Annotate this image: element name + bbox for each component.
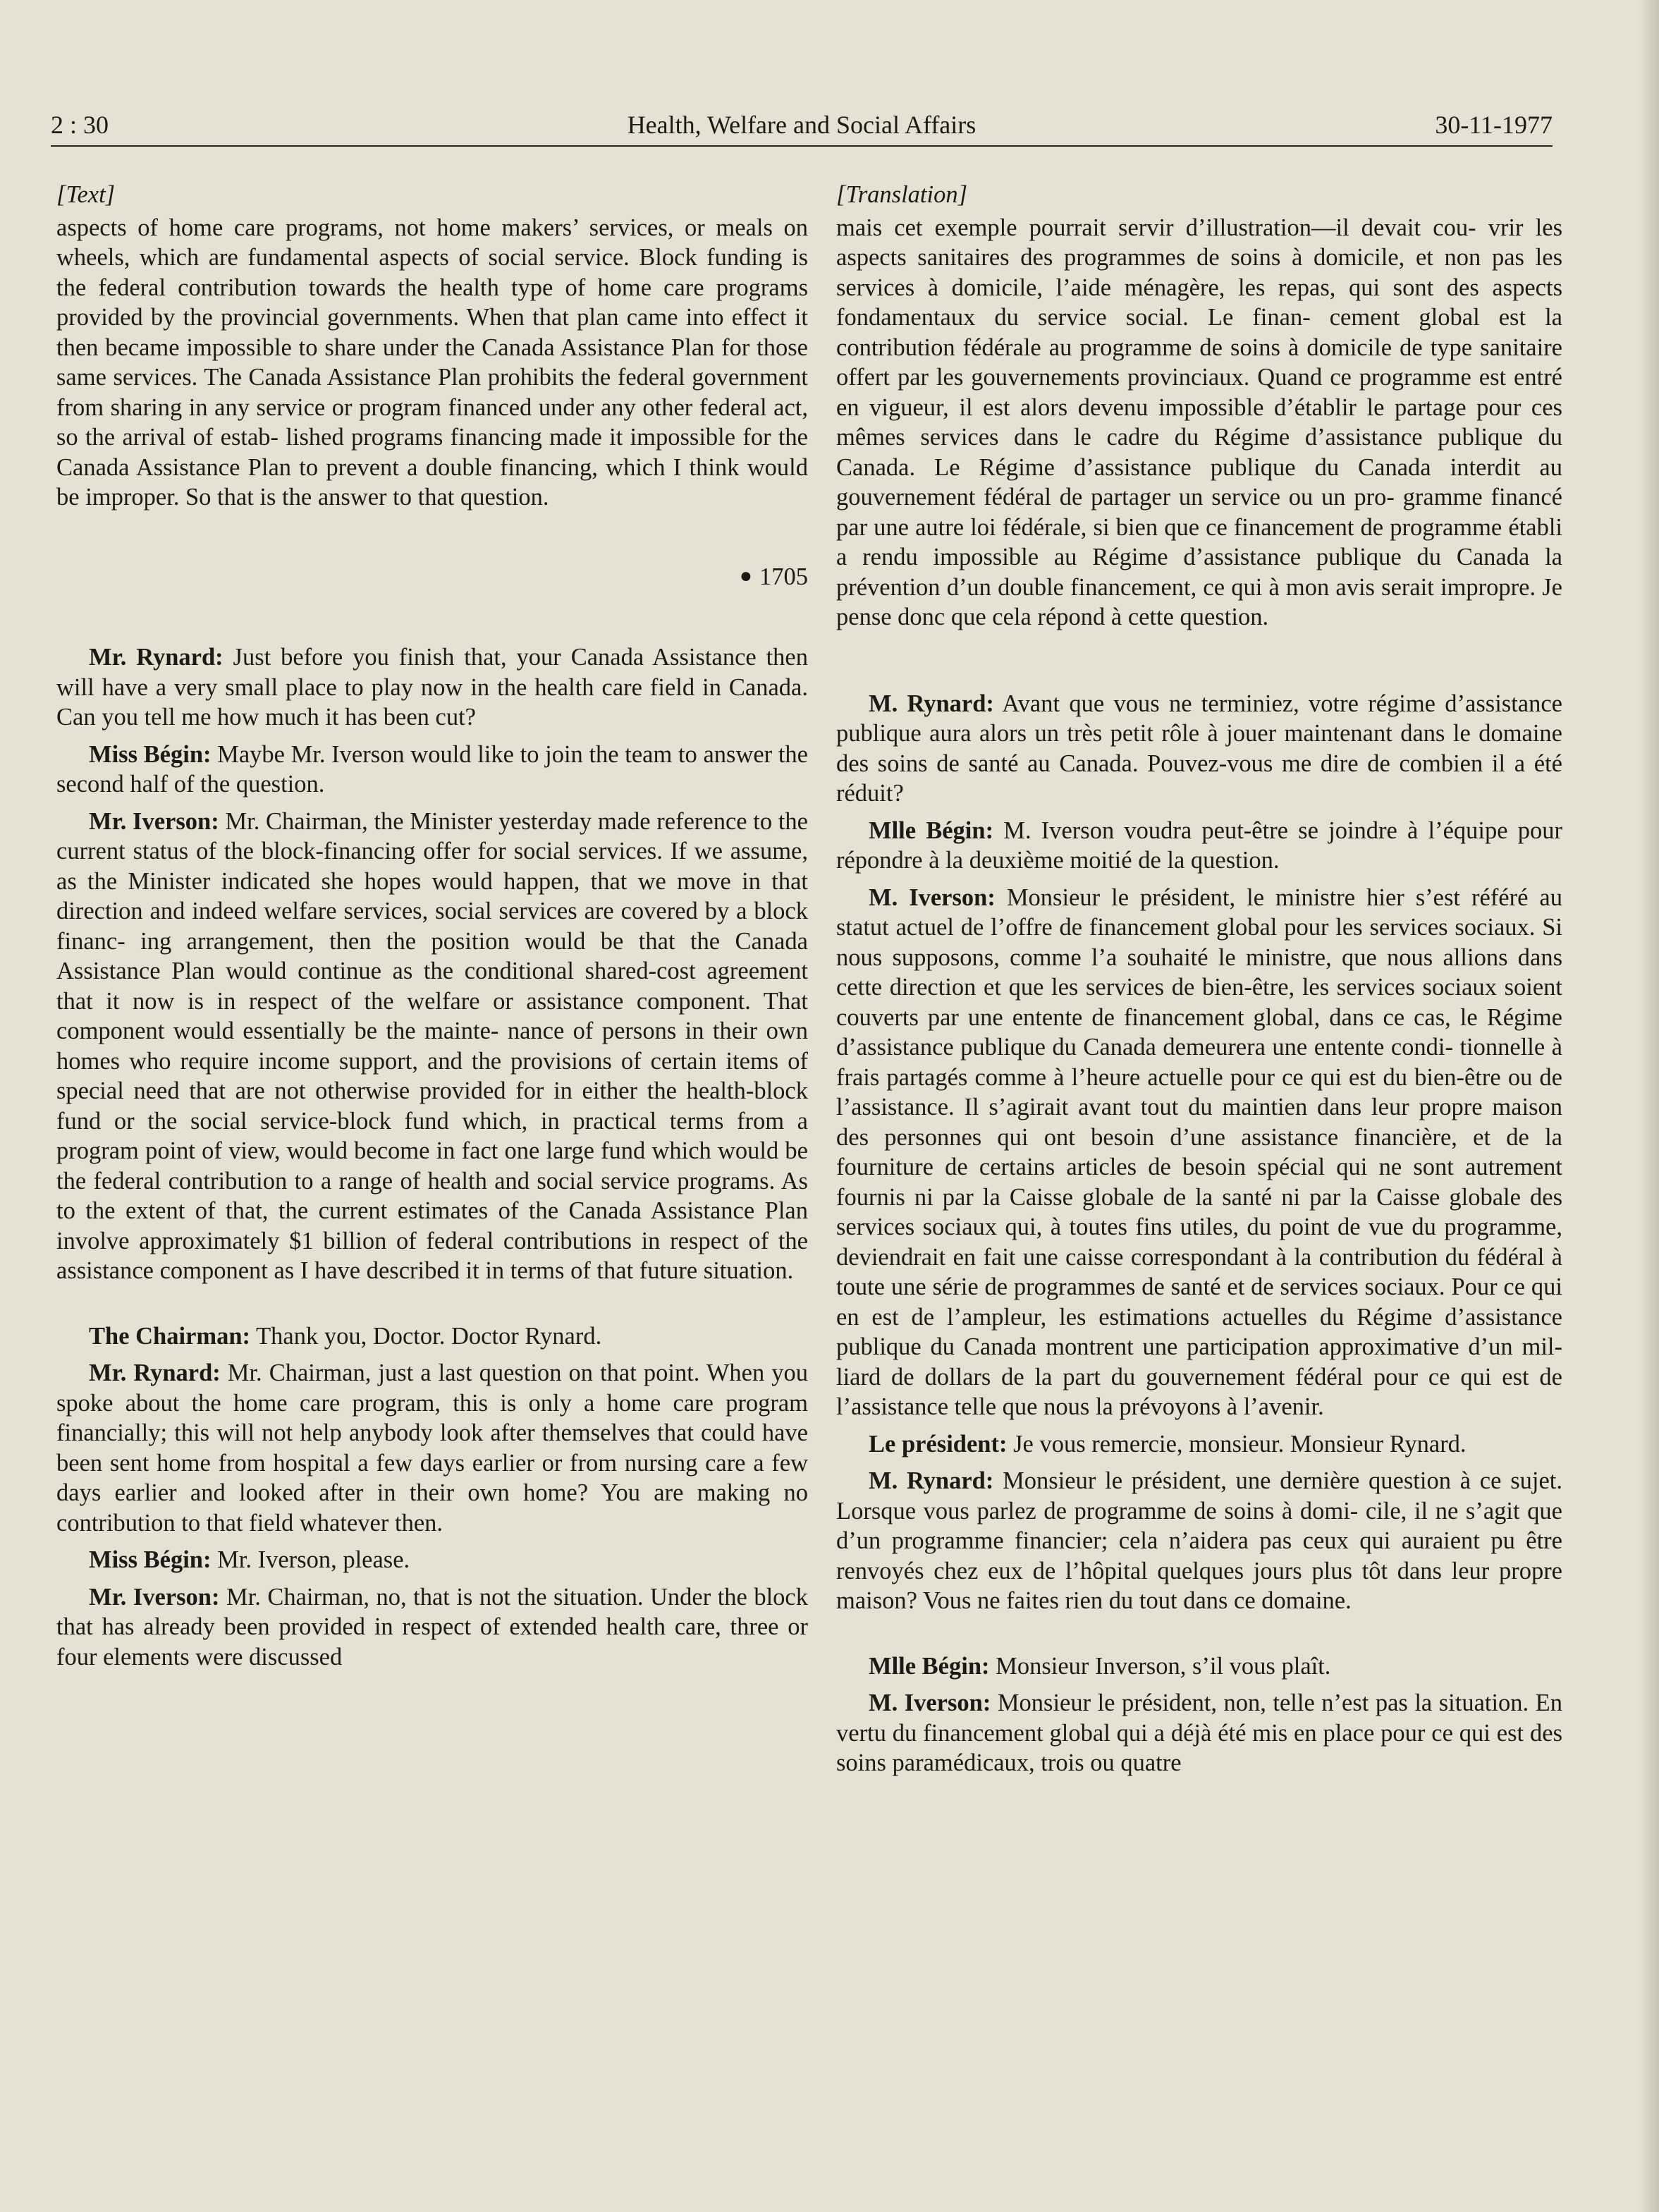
- speaker-name: Miss Bégin:: [89, 740, 212, 768]
- speaker-name: The Chairman:: [89, 1322, 251, 1350]
- speaker-name: M. Iverson:: [869, 884, 996, 911]
- speech: Mr. Iverson: Mr. Chairman, no, that is not the situation. Under the block that has already been provided in respect of extended health care, three or four elements were discussed: [56, 1583, 808, 1670]
- header-date: 30-11-1977: [1435, 111, 1553, 139]
- column-label: [Translation]: [836, 181, 968, 208]
- page-number: 2 : 30: [51, 111, 109, 139]
- speaker-name: Mr. Rynard:: [89, 644, 224, 671]
- speech: The Chairman: Thank you, Doctor. Doctor Rynard.: [89, 1322, 602, 1350]
- page-edge-shadow: [1638, 0, 1659, 2212]
- speaker-name: M. Iverson:: [869, 1689, 991, 1716]
- speaker-name: M. Rynard:: [869, 690, 994, 717]
- speaker-name: Miss Bégin:: [89, 1546, 212, 1573]
- speech: Mr. Rynard: Mr. Chairman, just a last question on that point. When you spoke about the home care program, this is only a home care program financially; this will not help anybody look after themselves that could have been sent home from hospital a few days earlier or from nursing care a few days earlier and looked after in their own home? You are making no contribution to that field whatever then.: [56, 1359, 808, 1536]
- speaker-name: Le président:: [869, 1430, 1008, 1458]
- speech: Mr. Iverson: Mr. Chairman, the Minister yesterday made reference to the current status of the block-financing offer for social services. If we assume, as the Minister indicated she hopes would happen, that we move in that direction and indeed welfare services, social services are covered by a block financ- ing arrangement, then the position would be that the Canada Assistance Plan would continue as the conditional shared-cost agreement that it now is in respect of the welfare or assistance component. That component would essentially be the mainte- nance of persons in their own homes who require income support, and the provisions of certain items of special need that are not otherwise provided for in either the health-block fund or the social service-block fund which, in practical terms from a program point of view, would become in fact one large fund which would be the federal contribution to a range of health and social service programs. As to the extent of that, the current estimates of the Canada Assistance Plan involve approximately $1 billion of federal contributions in respect of the assistance component as I have described it in terms of that future situation.: [56, 807, 808, 1284]
- speech: Miss Bégin: Mr. Iverson, please.: [89, 1546, 410, 1573]
- speech: M. Rynard: Avant que vous ne terminiez, votre régime d’assistance publique aura alors un très petit rôle à jouer maintenant dans le domaine des soins de santé au Canada. Pouvez-vous me dire de combien il a été réduit?: [836, 690, 1562, 807]
- speech: Le président: Je vous remercie, monsieur. Monsieur Rynard.: [869, 1430, 1467, 1458]
- header-rule: [51, 145, 1553, 147]
- time-marker: ● 1705: [739, 563, 808, 590]
- french-column: [836, 180, 1562, 1785]
- speaker-name: Mlle Bégin:: [869, 1652, 990, 1680]
- paragraph: mais cet exemple pourrait servir d’illustration—il devait cou- vrir les aspects sanitaires des programmes de soins à domicile, et non pas les services à domicile, l’aide ménagère, les repas, qui sont des aspects fondamentaux du service social. Le finan- cement global est la contribution fédérale au programme de soins à domicile de type sanitaire offert par les gouvernements provinciaux. Quand ce programme est entré en vigueur, il est alors devenu impossible d’établir le partage pour ces mêmes services dans le cadre du Régime d’assistance publique du Canada. Le Régime d’assistance publique du Canada interdit au gouvernement fédéral de partager un service ou un pro- gramme financé par une autre loi fédérale, si bien que ce financement de programme établi a rendu impossible au Régime d’assistance publique du Canada la prévention d’un double financement, ce qui à mon avis serait impropre. Je pense donc que cela répond à cette question.: [836, 214, 1562, 630]
- speech: Mlle Bégin: Monsieur Inverson, s’il vous plaît.: [869, 1652, 1331, 1680]
- english-column: [56, 180, 808, 1679]
- speaker-name: Mlle Bégin:: [869, 817, 994, 844]
- speaker-name: M. Rynard:: [869, 1467, 994, 1494]
- paragraph: aspects of home care programs, not home makers’ services, or meals on wheels, which are fundamental aspects of social service. Block funding is the federal contribution towards the health type of home care programs provided by the provincial governments. When that plan came into effect it then became impossible to share under the Canada Assistance Plan for those same services. The Canada Assistance Plan prohibits the federal government from sharing in any service or program financed under any other federal act, so the arrival of estab- lished programs financing made it impossible for the Canada Assistance Plan to prevent a double financing, which I think would be improper. So that is the answer to that question.: [56, 214, 808, 511]
- speech: Miss Bégin: Maybe Mr. Iverson would like to join the team to answer the second half of the question.: [56, 740, 808, 798]
- speech: M. Iverson: Monsieur le président, non, telle n’est pas la situation. En vertu du financement global qui a déjà été mis en place pour ce qui est des soins paramédicaux, trois ou quatre: [836, 1689, 1562, 1776]
- column-label: [Text]: [56, 181, 116, 208]
- page-header: [51, 106, 1553, 147]
- speaker-name: Mr. Iverson:: [89, 1583, 220, 1611]
- running-title: Health, Welfare and Social Affairs: [627, 111, 977, 139]
- speaker-name: Mr. Rynard:: [89, 1359, 221, 1386]
- bullet-icon: ●: [739, 563, 752, 587]
- speech: Mr. Rynard: Just before you finish that, your Canada Assistance then will have a very small place to play now in the health care field in Canada. Can you tell me how much it has been cut?: [56, 644, 808, 731]
- speech: M. Rynard: Monsieur le président, une dernière question à ce sujet. Lorsque vous parlez de programme de soins à domi- cile, il ne s’agit que d’un programme financier; cela n’aidera pas ceux qui auraient pu être renvoyés chez eux de l’hôpital quelques jours plus tôt dans leur propre maison? Vous ne faites rien du tout dans ce domaine.: [836, 1467, 1562, 1614]
- speech: Mlle Bégin: M. Iverson voudra peut-être se joindre à l’équipe pour répondre à la deuxième moitié de la question.: [836, 817, 1562, 874]
- speaker-name: Mr. Iverson:: [89, 807, 219, 835]
- speech: M. Iverson: Monsieur le président, le ministre hier s’est référé au statut actuel de l’offre de financement global pour les services sociaux. Si nous supposons, comme l’a souhaité le ministre, que nous allions dans cette direction et que les services de bien-être, les services sociaux soient couverts par une entente de financement global, dans ce cas, le Régime d’assistance publique du Canada demeurera une entente condi- tionnelle à frais partagés comme à l’heure actuelle pour ce qui est du bien-être ou de l’assistance. Il s’agirait avant tout du maintien dans leur propre maison des personnes qui ont besoin d’une assistance financière, et de la fourniture de certains articles de besoin spécial qui ne sont autrement fournis ni par la Caisse globale de la santé ni par la Caisse globale des services sociaux qui, à toutes fins utiles, du point de vue du programme, deviendrait en fait une caisse correspondant à la contribution du fédéral à toute une série de programmes de santé et de services sociaux. Pour ce qui en est de l’ampleur, les estimations actuelles du Régime d’assistance publique du Canada montrent une participation approximative d’un mil- liard de dollars de la part du gouvernement fédéral pour ce qui est de l’assistance telle que nous la prévoyons à l’avenir.: [836, 884, 1562, 1420]
